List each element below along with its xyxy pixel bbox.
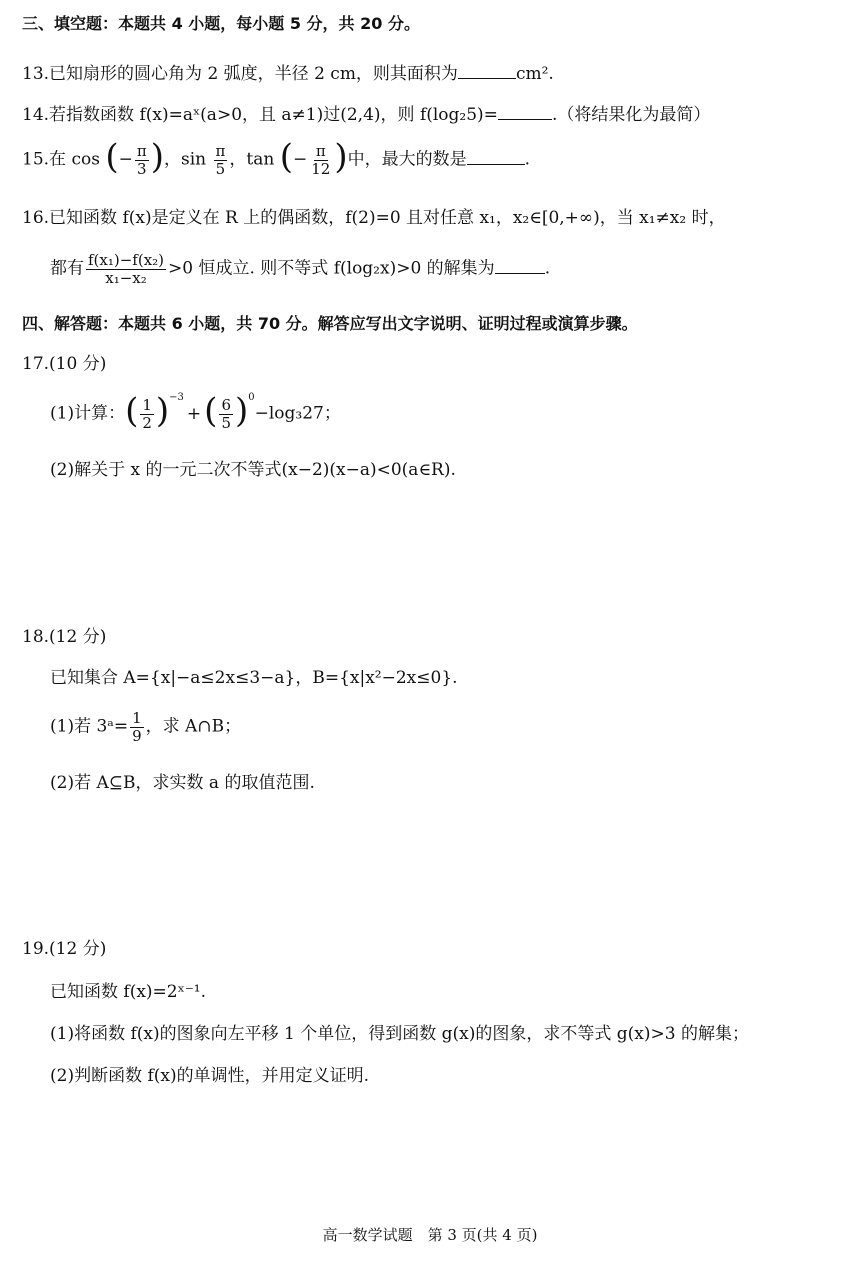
question-19-header: 19.(12 分) (22, 939, 107, 959)
fraction-denominator: 2 (142, 413, 152, 432)
question-text: 已知函数 f(x)是定义在 R 上的偶函数，f(2)=0 且对任意 x₁，x₂∈[0,+∞)，当 x₁≠x₂ 时， (49, 208, 726, 228)
question-number: 15. (22, 149, 50, 170)
fraction-numerator: π (136, 142, 147, 160)
exponent: 0 (248, 391, 255, 403)
fraction-six-fifths (219, 397, 233, 431)
fraction-one-ninth (130, 710, 144, 744)
part-label: (1)若 3ᵃ= (50, 716, 129, 737)
section-heading-answer: 四、解答题：本题共 6 小题，共 70 分。解答应写出文字说明、证明过程或演算步骤。 (22, 314, 638, 333)
question-text: 若指数函数 f(x)=aˣ(a>0，且 a≠1)过(2,4)，则 f(log₂5)= (49, 104, 498, 125)
question-number: 14. (22, 104, 50, 125)
question-19-intro: 已知函数 f(x)=2ˣ⁻¹. (50, 982, 207, 1002)
difference-quotient-fraction (86, 252, 166, 286)
fraction-denominator: 3 (137, 159, 147, 178)
right-paren: ) (334, 137, 348, 177)
minus-sign: − (292, 149, 308, 170)
minus-sign: − (118, 149, 133, 170)
part-label: (1)计算： (50, 403, 126, 424)
fraction-denominator: 5 (215, 159, 226, 178)
left-paren: ( (204, 391, 218, 431)
fraction-denominator: 9 (132, 726, 142, 745)
separator-text: ，sin (163, 149, 207, 170)
question-18-part-2: (2)若 A⊆B，求实数 a 的取值范围. (50, 773, 315, 793)
section-heading-fill-in: 三、填空题：本题共 4 小题，每小题 5 分，共 20 分。 (22, 14, 420, 33)
question-18-header: 18.(12 分) (22, 627, 107, 647)
answer-blank (458, 60, 516, 79)
question-17-header: 17.(10 分) (22, 354, 107, 374)
question-text-tail: >0 恒成立. 则不等式 f(log₂x)>0 的解集为 (168, 258, 495, 279)
period: . (544, 258, 551, 279)
question-17-part-2: (2)解关于 x 的一元二次不等式(x−2)(x−a)<0(a∈R). (50, 460, 456, 480)
period: . (524, 149, 530, 170)
question-16 (22, 208, 726, 228)
question-19-part-1: (1)将函数 f(x)的图象向左平移 1 个单位，得到函数 g(x)的图象，求不等式 g(x)>3 的解集； (50, 1024, 749, 1044)
fraction-numerator: π (215, 142, 226, 160)
question-number: 13. (22, 63, 50, 84)
answer-blank (495, 255, 545, 274)
question-text: 已知扇形的圆心角为 2 弧度，半径 2 cm，则其面积为 (49, 63, 458, 84)
question-18-part-1 (50, 710, 241, 744)
question-13 (22, 60, 554, 84)
question-16-continued (50, 252, 550, 286)
question-text-tail: ，求 A∩B； (145, 716, 242, 737)
question-text-tail: .（将结果化为最简） (551, 104, 711, 125)
left-paren: ( (105, 137, 119, 177)
question-19-part-2: (2)判断函数 f(x)的单调性，并用定义证明. (50, 1066, 370, 1086)
question-18-intro: 已知集合 A={x|−a≤2x≤3−a}，B={x|x²−2x≤0}. (50, 668, 458, 688)
fraction-numerator: f(x₁)−f(x₂) (88, 251, 165, 269)
fraction-pi-over-12 (309, 143, 332, 177)
question-text-tail: 中，最大的数是 (347, 149, 467, 170)
fraction-numerator: 1 (142, 396, 152, 414)
fraction-denominator: x₁−x₂ (105, 268, 147, 287)
question-unit: cm². (515, 63, 554, 84)
right-paren: ) (155, 391, 170, 431)
answer-blank (498, 101, 552, 120)
fraction-denominator: 12 (311, 159, 331, 178)
fraction-numerator: 6 (221, 396, 231, 414)
question-15 (22, 137, 530, 178)
question-14 (22, 101, 710, 125)
fraction-pi-over-5 (214, 143, 228, 177)
page-footer: 高一数学试题 第 3 页(共 4 页) (322, 1226, 538, 1244)
fraction-one-half (140, 397, 154, 431)
fraction-numerator: π (315, 142, 326, 160)
question-text: 都有 (50, 258, 84, 279)
separator-text: ，tan (229, 149, 275, 170)
question-text: 在 cos (49, 149, 100, 170)
fraction-numerator: 1 (132, 709, 142, 727)
question-17-part-1 (50, 391, 341, 432)
answer-blank (467, 146, 525, 165)
right-paren: ) (234, 391, 249, 431)
left-paren: ( (125, 391, 139, 431)
question-number: 16. (22, 208, 50, 228)
question-text-tail: −log₃27； (254, 403, 341, 424)
fraction-pi-over-3 (135, 143, 149, 177)
plus-sign: + (186, 403, 202, 424)
left-paren: ( (279, 137, 293, 177)
fraction-denominator: 5 (221, 413, 231, 432)
exponent: −3 (169, 391, 184, 403)
right-paren: ) (150, 137, 164, 177)
